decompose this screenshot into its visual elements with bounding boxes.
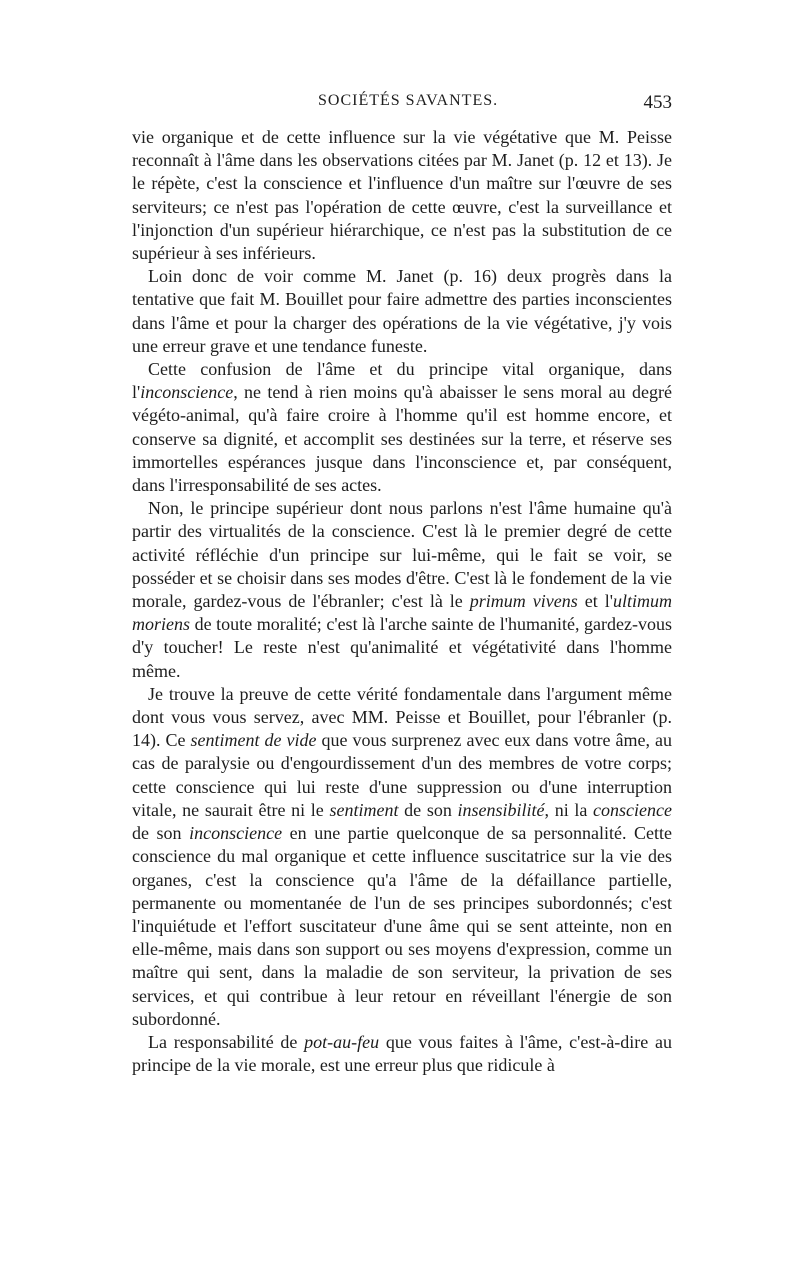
text-segment: , ni la	[544, 799, 594, 820]
text-segment: La responsabilité de	[148, 1031, 305, 1052]
paragraph	[132, 497, 672, 683]
text-segment: que vous faites à l'âme, c'est-à-dire au principe de la vie morale, est une erreur plus que ridicule à	[132, 1031, 672, 1076]
text-segment: Loin donc de voir comme M. Janet (p. 16) deux progrès dans la tentative que fait M. Bouillet pour faire admettre des parties inconscientes dans l'âme et pour la charger des opérations de la vie végétative, j'y vois une erreur grave et une tendance funeste.	[132, 266, 672, 356]
text-segment: de son	[132, 823, 190, 844]
text-segment: , ne tend à rien moins qu'à abaisser le sens moral au degré végéto-animal, qu'à faire croire à l'homme qu'il est homme encore, et conserve sa dignité, et accomplit ses destinées sur la terre, et réserve ses immortelles espérances jusque dans l'inconscience et, par conséquent, dans l'irresponsabilité de ses actes.	[132, 382, 672, 496]
paragraph	[132, 265, 672, 358]
body-text	[132, 126, 672, 1077]
paragraph	[132, 683, 672, 1031]
text-segment: de toute moralité; c'est là l'arche sainte de l'humanité, gardez-vous d'y toucher! Le reste n'est qu'animalité et végétativité dans l'homme même.	[132, 614, 672, 681]
italic-text: conscience	[593, 799, 672, 820]
italic-text: ultimum moriens	[132, 591, 672, 635]
text-segment: que vous surprenez avec eux dans votre âme, au cas de paralysie ou d'engourdissement d'un des membres de votre corps; cette conscience qui lui reste d'une suppression ou d'une interruption vitale, ne saurait être ni le	[132, 730, 672, 820]
text-segment: et l'	[577, 591, 613, 612]
text-segment: de son	[398, 799, 458, 820]
italic-text: insensibilité	[457, 799, 545, 820]
text-segment: Cette confusion de l'âme et du principe vital organique, dans l'	[132, 359, 672, 403]
page-header	[132, 92, 672, 116]
text-segment: Je trouve la preuve de cette vérité fondamentale dans l'argument même dont vous vous servez, avec MM. Peisse et Bouillet, pour l'ébranler (p. 14). Ce	[132, 683, 672, 751]
italic-text: inconscience	[189, 823, 283, 844]
text-segment: vie organique et de cette influence sur la vie végétative que M. Peisse reconnaît à l'âme dans les observations citées par M. Janet (p. 12 et 13). Je le répète, c'est la conscience et l'influence d'un maître sur l'œuvre de ses serviteurs; ce n'est pas l'opération de cette œuvre, c'est la surveillance et l'injonction d'un supérieur hiérarchique, ce n'est pas la substitution de ce supérieur à ses inférieurs.	[132, 127, 672, 264]
page-number: 453	[643, 92, 672, 113]
text-segment: Non, le principe supérieur dont nous parlons n'est l'âme humaine qu'à partir des virtualités de la conscience. C'est là le premier degré de cette activité réfléchie d'un principe sur lui-même, qui le fait se voir, se posséder et se choisir dans ses modes d'être. C'est là le fondement de la vie morale, gardez-vous de l'ébranler; c'est là le	[132, 498, 672, 612]
paragraph	[132, 1031, 672, 1077]
italic-text: inconscience	[140, 382, 234, 403]
italic-text: pot-au-feu	[304, 1031, 380, 1052]
running-title: SOCIÉTÉS SAVANTES.	[318, 92, 499, 109]
paragraph	[132, 358, 672, 497]
text-segment: en une partie quelconque de sa personnalité. Cette conscience du mal organique et cette influence suscitatrice sur la vie des organes, c'est la conscience qu'a l'âme de la défaillance partielle, permanente ou momentanée de l'un de ses principes subordonnés; c'est l'inquiétude et l'effort suscitateur d'une âme qui se sent atteinte, non en elle-même, mais dans son support ou ses moyens d'expression, comme un maître qui sent, dans la maladie de son serviteur, la privation de ses services, et qui contribue à leur retour en réveillant l'énergie de son subordonné.	[132, 823, 672, 1029]
paragraph	[132, 126, 672, 265]
italic-text: primum vivens	[469, 591, 578, 612]
italic-text: sentiment	[329, 799, 399, 820]
italic-text: sentiment de vide	[190, 730, 317, 751]
